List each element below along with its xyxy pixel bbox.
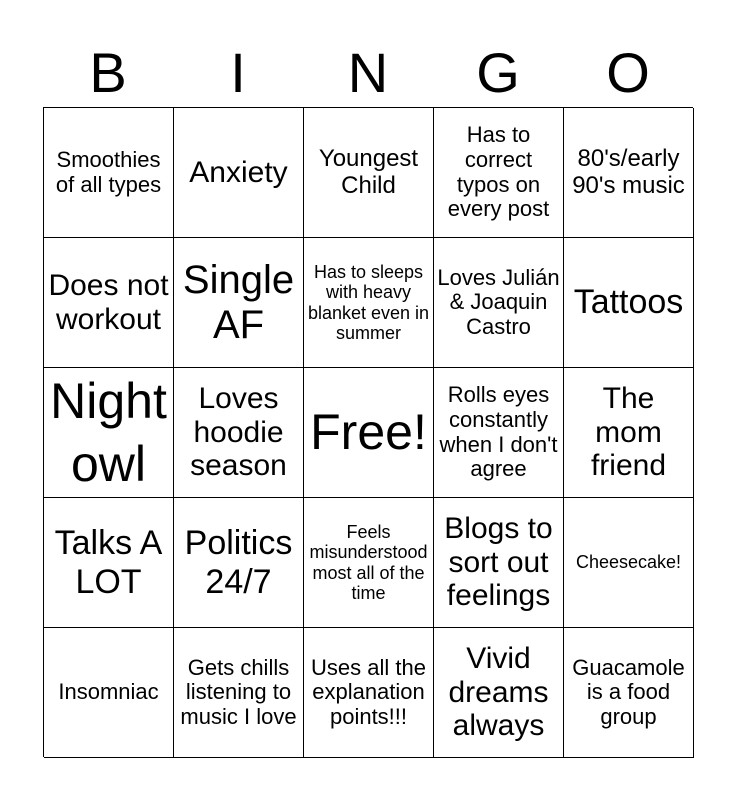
bingo-cell[interactable]: Anxiety [174,108,304,238]
bingo-cell[interactable]: Guacamole is a food group [564,628,694,758]
bingo-cell[interactable]: Single AF [174,238,304,368]
bingo-header [43,40,693,106]
bingo-cell[interactable]: Smoothies of all types [44,108,174,238]
header-letter-g: G [476,41,520,104]
bingo-cell[interactable]: Insomniac [44,628,174,758]
bingo-cell[interactable]: Night owl [44,368,174,498]
header-letter-n: N [347,41,389,104]
bingo-cell[interactable]: 80's/early 90's music [564,108,694,238]
bingo-cell[interactable]: Gets chills listening to music I love [174,628,304,758]
bingo-cell[interactable]: Loves hoodie season [174,368,304,498]
free-space-cell[interactable]: Free! [304,368,434,498]
bingo-cell[interactable]: Talks A LOT [44,498,174,628]
bingo-cell[interactable]: Has to sleeps with heavy blanket even in summer [304,238,434,368]
bingo-cell[interactable]: Politics 24/7 [174,498,304,628]
bingo-grid [43,107,693,757]
bingo-cell[interactable]: Rolls eyes constantly when I don't agree [434,368,564,498]
bingo-cell[interactable]: Vivid dreams always [434,628,564,758]
header-letter-o: O [606,41,650,104]
bingo-cell[interactable]: Blogs to sort out feelings [434,498,564,628]
bingo-cell[interactable]: Loves Julián & Joaquin Castro [434,238,564,368]
bingo-cell[interactable]: The mom friend [564,368,694,498]
bingo-cell[interactable]: Tattoos [564,238,694,368]
header-letter-b: B [89,41,127,104]
bingo-cell[interactable]: Does not workout [44,238,174,368]
bingo-cell[interactable]: Youngest Child [304,108,434,238]
bingo-cell[interactable]: Feels misunderstood most all of the time [304,498,434,628]
bingo-cell[interactable]: Cheesecake! [564,498,694,628]
header-letter-i: I [230,41,246,104]
bingo-cell[interactable]: Has to correct typos on every post [434,108,564,238]
bingo-cell[interactable]: Uses all the explanation points!!! [304,628,434,758]
